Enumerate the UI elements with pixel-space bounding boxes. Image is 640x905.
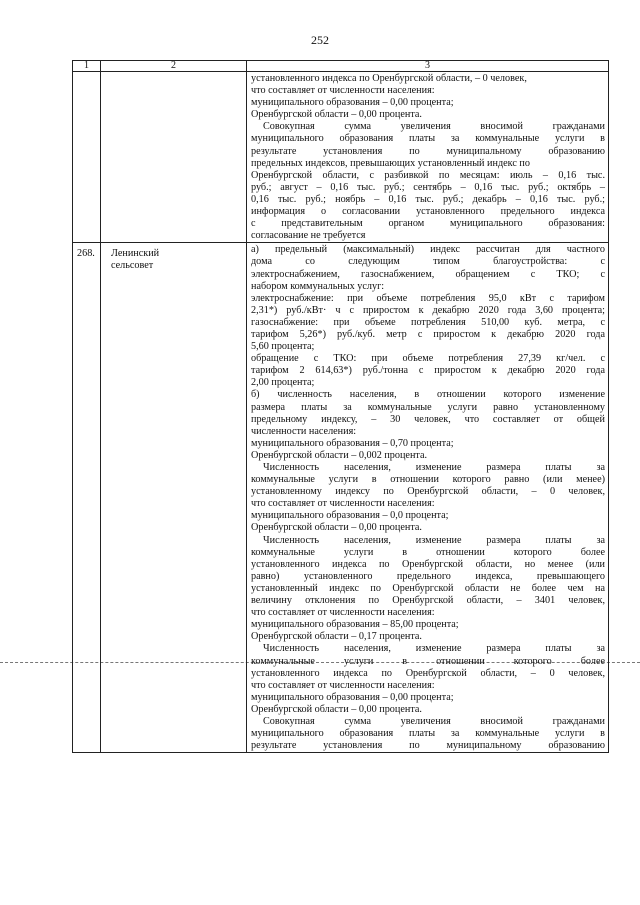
index-description-text — [251, 244, 605, 752]
text-line: предельному индексу, – 30 человек, что составляет от общей — [251, 413, 605, 425]
text-line: руб.; август – 0,16 тыс. руб.; сентябрь – 0,16 тыс. руб.; октябрь – — [251, 181, 605, 193]
text-line: с представительным органом муниципального образования: — [251, 218, 605, 230]
text-line: электроснабжение: при объеме потребления 95,0 кВт с тарифом — [251, 292, 605, 304]
text-line: размера платы за коммунальные услуги равно установленному — [251, 401, 605, 413]
text-line: 2,00 процента; — [251, 377, 315, 389]
text-line: Оренбургской области – 0,00 процента. — [251, 109, 422, 121]
text-line: набором коммунальных услуг: — [251, 280, 385, 292]
text-line: Оренбургской области, с разбивкой по месяцам: июль – 0,16 тыс. — [251, 169, 605, 181]
text-line: информация о согласовании установленного предельного индекса — [251, 206, 605, 218]
page-number: 252 — [311, 33, 329, 47]
text-line: равно) установленного предельного индекса, превышающего — [251, 570, 605, 582]
municipality-name-line: сельсовет — [111, 260, 154, 272]
continued-text — [251, 73, 605, 242]
text-line: установленного индекса по Оренбургской области, – 0 человек, — [251, 667, 605, 679]
text-line: коммунальные услуги в отношении которого равно (или менее) — [251, 474, 605, 486]
indices-table — [72, 60, 609, 753]
text-line: согласование не требуется — [251, 230, 366, 242]
text-line: Численность населения, изменение размера платы за — [263, 462, 605, 473]
text-line: установленному индексу по Оренбургской области, – 0 человек, — [251, 486, 605, 498]
text-line: Совокупная сумма увеличения вносимой гражданами — [263, 121, 605, 133]
text-line: муниципального образования платы за коммунальные услуги в — [251, 728, 605, 740]
text-line: коммунальные услуги в отношении которого более — [251, 655, 605, 667]
text-line: что составляет от численности населения: — [251, 607, 435, 619]
row-number: 268. — [73, 243, 101, 753]
text-line: Оренбургской области – 0,002 процента. — [251, 449, 428, 461]
text-line: результате установления по муниципальному образованию — [251, 740, 605, 752]
text-line: 2,31*) руб./кВт· ч с приростом к декабрю 2020 года 3,60 процента; — [251, 304, 605, 316]
text-line: Численность населения, изменение размера платы за — [263, 643, 605, 655]
text-line: электроснабжением, газоснабжением, обращением с ТКО; с — [251, 268, 605, 280]
text-line: муниципального образования – 0,0 процента; — [251, 510, 449, 522]
text-line: Оренбургской области – 0,00 процента. — [251, 703, 422, 715]
continued-row — [73, 72, 609, 243]
table-row-268 — [73, 243, 609, 753]
text-line: Совокупная сумма увеличения вносимой гражданами — [263, 715, 605, 727]
text-line: муниципального образования – 0,70 процента; — [251, 437, 454, 449]
continued-name-cell — [101, 72, 247, 243]
text-line: величину отклонения по Оренбургской области, – 3401 человек, — [251, 595, 605, 607]
text-line: газоснабжение: при объеме потребления 510,00 куб. метра, с — [251, 316, 605, 328]
continued-text-cell — [247, 72, 609, 243]
text-line: результате установления по муниципальному образованию — [251, 145, 605, 157]
text-line: муниципального образования платы за коммунальные услуги в — [251, 133, 605, 145]
text-line: коммунальные услуги в отношении которого более — [251, 546, 605, 558]
continued-number-cell — [73, 72, 101, 243]
column-number-header — [73, 61, 609, 72]
column-number-3: 3 — [247, 61, 609, 72]
text-line: муниципального образования – 0,00 процента; — [251, 97, 454, 109]
text-line: б) численность населения, в отношении которого изменение — [251, 389, 605, 401]
text-line: муниципального образования – 85,00 процента; — [251, 619, 459, 631]
text-line: 0,16 тыс. руб.; ноябрь – 0,16 тыс. руб.; декабрь – 0,16 тыс. руб.; — [251, 193, 605, 205]
text-line: тарифом 2 614,63*) руб./тонна с приростом к декабрю 2020 года — [251, 365, 605, 377]
column-number-1: 1 — [73, 61, 101, 72]
index-description-cell — [247, 243, 609, 753]
text-line: дома со следующим типом благоустройства: с — [251, 256, 605, 268]
municipality-name-line: Ленинский — [111, 248, 160, 260]
text-line: установленный индекс по Оренбургской области не более чем на — [251, 582, 605, 594]
text-line: Оренбургской области – 0,17 процента. — [251, 631, 422, 643]
text-line: 5,60 процента; — [251, 341, 315, 353]
text-line: предельных индексов, превышающих установленный индекс по — [251, 157, 530, 169]
text-line: что составляет от численности населения: — [251, 85, 435, 97]
text-line: тарифом 5,26*) руб./куб. метр с приростом к декабрю 2020 года — [251, 328, 605, 340]
text-line: Оренбургской области – 0,00 процента. — [251, 522, 422, 534]
text-line: что составляет от численности населения: — [251, 679, 435, 691]
text-line: что составляет от численности населения: — [251, 498, 435, 510]
column-number-2: 2 — [101, 61, 247, 72]
municipality-name — [101, 243, 247, 753]
text-line: обращение с ТКО: при объеме потребления 27,39 кг/чел. с — [251, 353, 605, 365]
text-line: численности населения: — [251, 425, 357, 437]
text-line: Численность населения, изменение размера платы за — [263, 534, 605, 546]
text-line: а) предельный (максимальный) индекс рассчитан для частного — [251, 244, 605, 256]
text-line: муниципального образования – 0,00 процента; — [251, 691, 454, 703]
text-line: установленного индекса по Оренбургской области, – 0 человек, — [251, 73, 527, 84]
text-line: установленного индекса по Оренбургской области, но менее (или — [251, 558, 605, 570]
